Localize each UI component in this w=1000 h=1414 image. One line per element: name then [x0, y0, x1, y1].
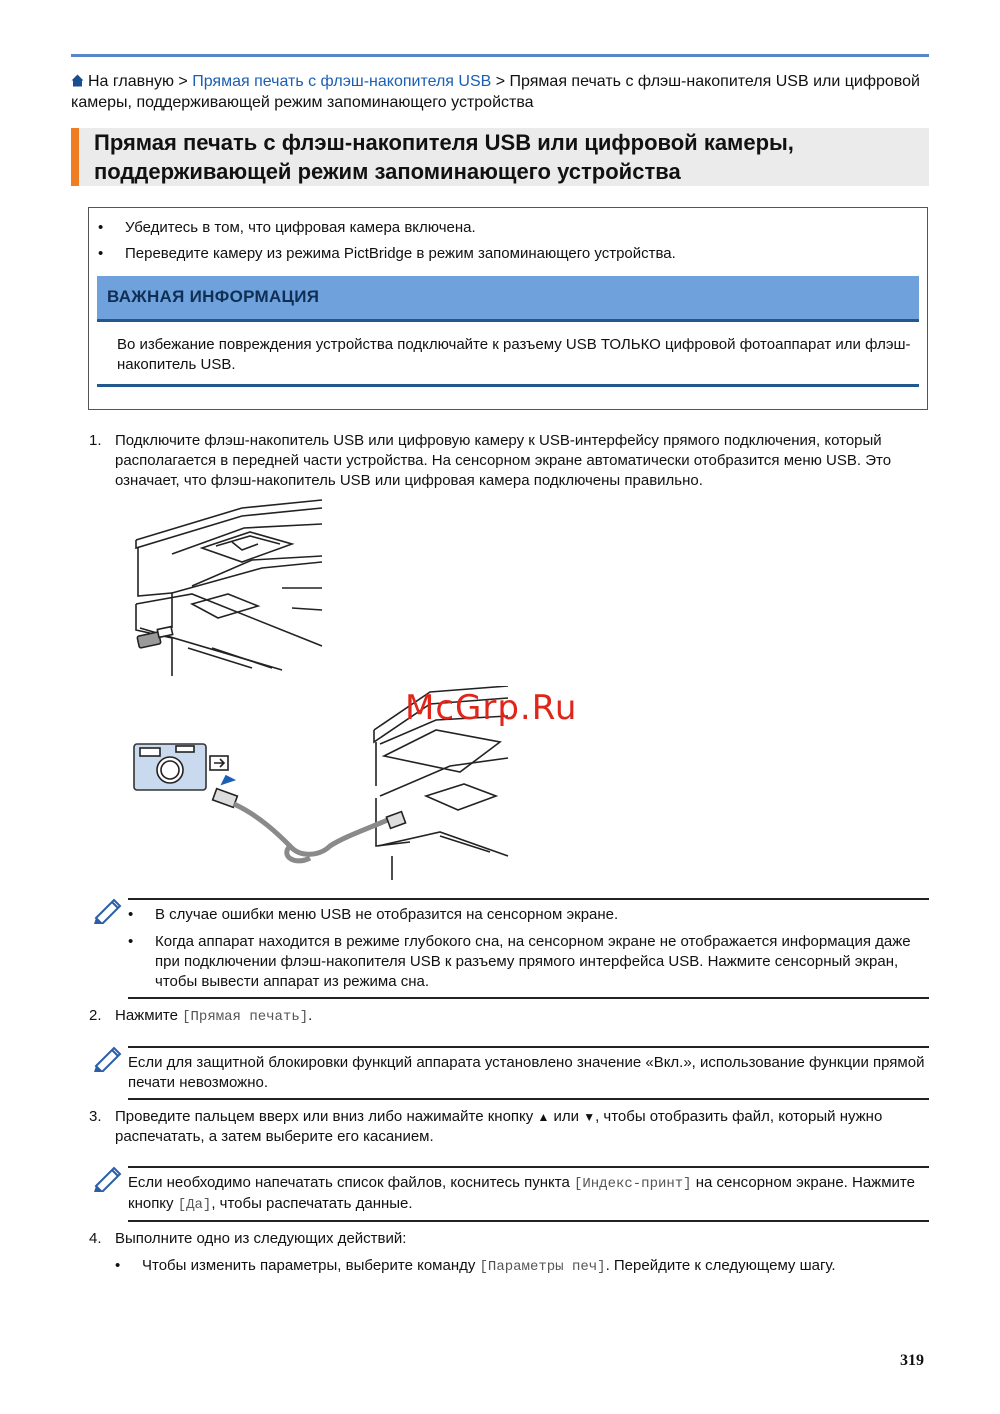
top-rule [71, 54, 929, 57]
note-text: Если необходимо напечатать список файлов, коснитесь пункта [128, 1174, 574, 1191]
note-rule-bottom [128, 997, 929, 999]
note-rule-bottom [128, 1220, 929, 1222]
print-settings-ref: [Параметры печ] [479, 1259, 606, 1275]
step-number: 1. [89, 432, 102, 449]
up-arrow-icon: ▲ [537, 1110, 550, 1124]
page-number: 319 [900, 1352, 924, 1369]
note-rule-top [128, 1166, 929, 1168]
direct-print-button-ref: [Прямая печать] [182, 1009, 309, 1025]
step-4 [89, 1229, 931, 1249]
printer-flash-drive-illustration [132, 498, 324, 678]
important-header [97, 276, 919, 322]
note-text: , чтобы распечатать данные. [211, 1195, 413, 1212]
note-rule-bottom [128, 1098, 929, 1100]
note-rule-top [128, 898, 929, 900]
important-rule [97, 384, 919, 387]
prereq-text: Переведите камеру из режима PictBridge в режим запоминающего устройства. [125, 245, 676, 262]
index-print-ref: [Индекс-принт] [573, 1176, 692, 1192]
note-item: • Когда аппарат находится в режиме глубокого сна, на сенсорном экране не отображается информация даже при подключении флэш-накопителя USB к разъему прямого интерфейса USB. Нажмите сенсорный экран, чтобы вывести аппарат из режима сна. [128, 932, 928, 992]
prereq-text: Убедитесь в том, что цифровая камера включена. [125, 219, 476, 236]
yes-button-ref: [Да] [177, 1197, 212, 1213]
note-text: Когда аппарат находится в режиме глубокого сна, на сенсорном экране не отображается информация даже при подключении флэш-накопителя USB к разъему прямого интерфейса USB. Нажмите сенсорный экран, чтобы вывести аппарат из режима сна. [155, 933, 911, 990]
title-accent-bar [71, 128, 79, 186]
step-number: 4. [89, 1230, 102, 1247]
note-item [128, 1173, 928, 1215]
step-text: Чтобы изменить параметры, выберите команду [142, 1257, 480, 1274]
pencil-icon [90, 1042, 124, 1072]
important-text: Во избежание повреждения устройства подключайте к разъему USB ТОЛЬКО цифровой фотоаппарат или флэш-накопитель USB. [117, 336, 911, 373]
breadcrumb [71, 71, 931, 113]
step-text: . Перейдите к следующему шагу. [605, 1257, 836, 1274]
note-text: В случае ошибки меню USB не отобразится на сенсорном экране. [155, 906, 619, 923]
step-4-bullet: • Чтобы изменить параметры, выберите команду [Параметры печ]. Перейдите к следующему шагу. [115, 1257, 836, 1275]
breadcrumb-current: Прямая печать с флэш-накопителя USB или цифровой камеры, поддерживающей режим запоминающего устройства [71, 73, 920, 111]
step-number: 2. [89, 1007, 102, 1024]
pencil-icon [90, 894, 124, 924]
note-text: Если для защитной блокировки функций аппарата установлено значение «Вкл.», использование функции прямой печати невозможно. [128, 1054, 925, 1091]
breadcrumb-separator: > [173, 73, 193, 90]
step-text: Нажмите [115, 1007, 183, 1024]
breadcrumb-separator: > [491, 73, 510, 90]
note-text: на сенсорном экране. Нажмите кнопку [128, 1174, 915, 1212]
breadcrumb-home[interactable]: На главную [88, 73, 174, 90]
step-2 [89, 1006, 931, 1027]
down-arrow-icon: ▼ [583, 1110, 596, 1124]
step-text: Подключите флэш-накопитель USB или цифровую камеру к USB-интерфейсу прямого подключения, который располагается в передней части устройства. На сенсорном экране автоматически отобразится меню USB. Это означает, что флэш-накопитель USB или цифровая камера подключены правильно. [115, 432, 892, 489]
watermark: McGrp.Ru [405, 688, 578, 728]
home-icon[interactable] [71, 74, 84, 87]
step-text: . [308, 1007, 313, 1024]
step-text: Проведите пальцем вверх или вниз либо нажимайте кнопку [115, 1108, 538, 1125]
note-rule-top [128, 1046, 929, 1048]
step-3 [89, 1107, 931, 1147]
step-1 [89, 431, 931, 491]
step-text: или [549, 1108, 584, 1125]
important-heading: ВАЖНАЯ ИНФОРМАЦИЯ [107, 287, 320, 306]
step-number: 3. [89, 1108, 102, 1125]
step-text: Выполните одно из следующих действий: [115, 1230, 407, 1247]
breadcrumb-link[interactable]: Прямая печать с флэш-накопителя USB [192, 73, 492, 90]
step-text: , чтобы отобразить файл, который нужно распечатать, а затем выберите его касанием. [115, 1108, 883, 1145]
page-title: Прямая печать с флэш-накопителя USB или цифровой камеры, поддерживающей режим запоминающего устройства [94, 130, 794, 184]
pencil-icon [90, 1162, 124, 1192]
